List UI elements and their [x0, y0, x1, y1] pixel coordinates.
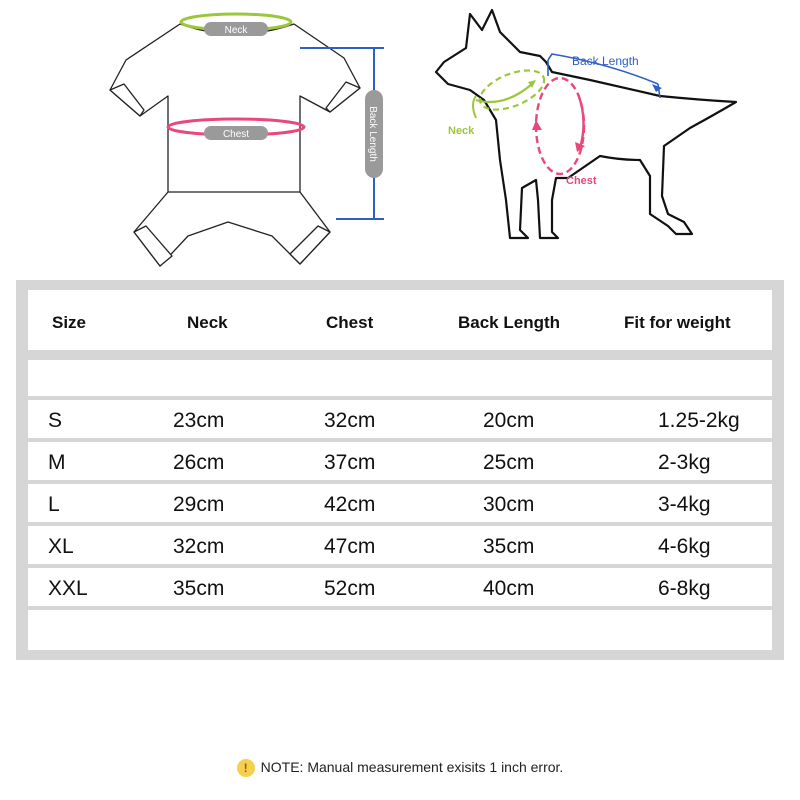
note-text: NOTE: Manual measurement exisits 1 inch error. — [260, 759, 564, 775]
dog-chest-label: Chest — [566, 175, 597, 187]
table-footer-row — [28, 610, 772, 650]
cell-back-length: 20cm — [483, 409, 535, 432]
cell-back-length: 30cm — [483, 493, 535, 516]
size-table — [16, 280, 784, 660]
dog-neck-label: Neck — [448, 125, 475, 137]
cell-neck: 32cm — [173, 535, 225, 558]
table-row — [28, 568, 772, 606]
cell-neck: 35cm — [173, 577, 225, 600]
cell-chest: 42cm — [324, 493, 376, 516]
cell-fit-for-weight: 3-4kg — [658, 493, 711, 516]
measurement-note — [0, 759, 800, 777]
cell-neck: 23cm — [173, 409, 225, 432]
table-row — [28, 400, 772, 438]
dog-back-length-arrowhead — [652, 84, 662, 92]
table-header-row — [28, 290, 772, 350]
header-size: Size — [52, 313, 87, 332]
table-row — [28, 526, 772, 564]
measurement-diagram — [0, 0, 800, 270]
table-spacer-row — [28, 360, 772, 396]
dog-chest-loop — [536, 78, 584, 174]
garment-back-length-label: Back Length — [367, 106, 378, 162]
dog-chest-arrowhead-up — [532, 120, 542, 130]
warning-icon: ! — [237, 759, 255, 777]
garment-neck-label: Neck — [224, 25, 248, 36]
garment-chest-label: Chest — [222, 129, 250, 140]
cell-size: M — [48, 451, 66, 474]
cell-chest: 52cm — [324, 577, 376, 600]
cell-chest: 37cm — [324, 451, 376, 474]
cell-fit-for-weight: 6-8kg — [658, 577, 711, 600]
cell-back-length: 40cm — [483, 577, 535, 600]
cell-neck: 26cm — [173, 451, 225, 474]
cell-size: L — [48, 493, 60, 516]
table-row — [28, 484, 772, 522]
cell-fit-for-weight: 2-3kg — [658, 451, 711, 474]
cell-back-length: 25cm — [483, 451, 535, 474]
cell-chest: 32cm — [324, 409, 376, 432]
dog-chest-arrow — [578, 94, 584, 148]
cell-fit-for-weight: 4-6kg — [658, 535, 711, 558]
table-row — [28, 442, 772, 480]
header-back-length: Back Length — [458, 313, 561, 332]
cell-fit-for-weight: 1.25-2kg — [658, 409, 740, 432]
dog-back-length-label: Back Length — [572, 54, 639, 68]
garment-outline — [110, 24, 360, 266]
header-neck: Neck — [187, 313, 228, 332]
dog-neck-pointer — [473, 96, 476, 118]
header-fit-for-weight: Fit for weight — [624, 313, 731, 332]
cell-neck: 29cm — [173, 493, 225, 516]
cell-back-length: 35cm — [483, 535, 535, 558]
cell-size: S — [48, 409, 63, 432]
dog-silhouette — [436, 10, 736, 238]
cell-chest: 47cm — [324, 535, 376, 558]
cell-size: XL — [48, 535, 74, 558]
header-chest: Chest — [326, 313, 374, 332]
cell-size: XXL — [48, 577, 88, 600]
